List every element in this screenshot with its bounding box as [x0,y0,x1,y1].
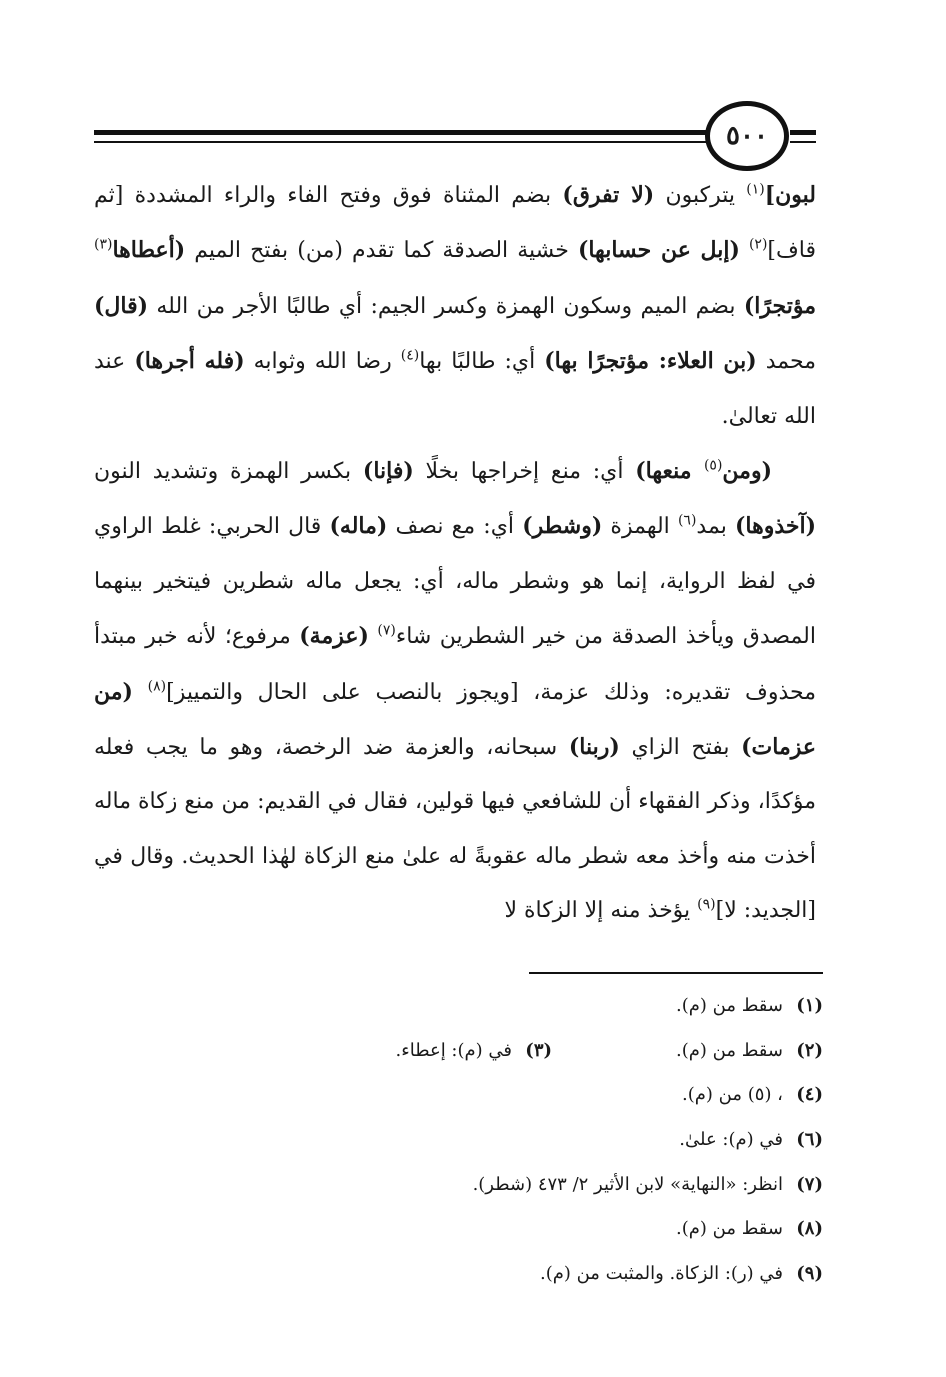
footnote-ref: (٤) [400,347,420,364]
text-segment [740,238,749,263]
footnote-item [160,1118,823,1163]
footnote-number: (٨) [796,1218,823,1240]
text-segment: الهمزة [602,514,678,540]
footnote-inline-second [396,1029,552,1074]
footnote-item [160,1207,823,1252]
page-header [0,0,946,180]
footnote-ref: (١) [746,181,765,198]
bold-quote: (وشطر) [522,513,603,540]
header-rule-thick [94,130,708,135]
header-rule-right-thin [790,141,816,143]
footnote-separator [529,972,823,974]
text-segment: خشية الصدقة كما تقدم (من) بفتح الميم [185,238,578,264]
text-segment: أي: طالبًا بها [419,349,545,375]
bold-quote: (إبل عن حسابها) [577,237,740,264]
bold-quote: (فإنا) [362,458,414,485]
bold-quote: منعها) [635,458,704,485]
footnote-number: (٩) [796,1263,823,1285]
footnote-number: (١) [796,995,823,1016]
bold-quote: (من عزمات) [94,678,816,761]
bold-quote: مؤتجرًا) [743,292,816,319]
header-rule-right-thick [790,130,816,135]
text-segment: رضا الله وثوابه [244,349,401,375]
bold-quote: (ربنا) [568,734,620,761]
footnote-text: في (م): علىٰ. [679,1129,783,1151]
footnote-text: انظر: «النهاية» لابن الأثير ٢/ ٤٧٣ (شطر). [472,1173,783,1195]
page-number-oval [705,101,789,171]
footnote-ref: (٩) [697,896,716,913]
footnote-number: (٤) [796,1084,823,1106]
text-segment: عند الله تعالىٰ. [94,349,816,429]
footnote-ref: (٨) [147,678,167,695]
text-segment: مرفوع؛ لأنه خبر مبتدأ محذوف تقديره: وذلك عزمة، [ويجوز بالنصب على الحال والتمييز] [94,624,816,705]
footnote-item [160,984,823,1029]
bold-quote: (لا تفرق) [562,182,655,208]
bold-quote: (آخذوها) [734,513,816,540]
footnotes [160,984,823,1297]
footnote-item [160,1029,823,1074]
footnote-number: (٣) [525,1039,553,1061]
text-segment: أي: منع إخراجها بخلًا [413,459,636,485]
bold-quote: (فله أجرها) [134,348,245,375]
bold-quote: (بن العلاء: مؤتجرًا بها) [544,348,757,375]
bold-quote: (ومن [722,458,772,485]
text-segment: سبحانه، والعزمة ضد الرخصة، وهو ما يجب فعله مؤكدًا، وذكر الفقهاء أن للشافعي فيها قولين، فقال في القديم: من منع زكاة ماله أخذت منه وأخذ معه شطر ماله عقوبةً له علىٰ منع الزكاة لهٰذا الحديث. وقال في [الجديد: لا] [94,735,816,924]
footnote-text: سقط من (م). [676,1039,783,1061]
bold-quote: (أعطاها [112,237,186,264]
footnote-text: سقط من (م). [676,1218,783,1240]
main-text [94,168,816,939]
text-segment: لبون] [764,182,816,208]
text-segment: يتركبون [654,183,747,208]
footnote-text: ، (٥) من (م). [682,1084,783,1106]
footnote-item [160,1252,823,1297]
footnote-number: (٦) [796,1129,823,1151]
text-segment: محمد [756,349,816,375]
paragraph-1 [94,168,816,444]
text-segment: بكسر الهمزة وتشديد النون [94,459,363,485]
text-segment: أي: مع نصف [387,514,523,540]
footnote-text: في (ر): الزكاة. والمثبت من (م). [539,1263,783,1285]
header-rule-thin [94,141,708,143]
footnote-number: (٢) [796,1039,823,1061]
footnote-ref: (٦) [677,513,697,530]
footnote-item [160,1163,823,1208]
text-segment: بضم الميم وسكون الهمزة وكسر الجيم: أي طالبًا الأجر من الله [148,293,744,319]
footnote-number: (٧) [796,1173,823,1195]
bold-quote: (ماله) [329,513,388,540]
text-segment: بفتح الزاي [619,735,742,761]
bold-quote: (قال) [94,292,149,319]
footnote-text: سقط من (م). [676,995,783,1016]
text-segment: يؤخذ منه إلا الزكاة لا [504,898,698,924]
footnote-ref: (٧) [377,622,396,639]
text-segment [133,680,148,705]
text-segment: قال الحربي: غلط الراوي في لفظ الرواية، إنما هو وشطر ماله، أي: يجعل ماله شطرين فيتخير بينهما المصدق ويأخذ الصدقة من خير الشطرين شاء [94,514,816,650]
footnote-ref: (٢) [748,237,768,254]
footnote-ref: (٣) [94,237,113,254]
bold-quote: (عزمة) [299,623,369,650]
page-number: ٥٠٠ [726,121,768,151]
paragraph-2 [94,444,816,939]
text-segment: بمد [696,514,735,540]
footnote-ref: (٥) [703,457,723,474]
footnote-text: في (م): إعطاء. [395,1039,513,1061]
footnote-item [160,1073,823,1118]
text-segment: بضم المثناة فوق وفتح الفاء والراء المشددة [ثم قاف] [94,183,817,264]
